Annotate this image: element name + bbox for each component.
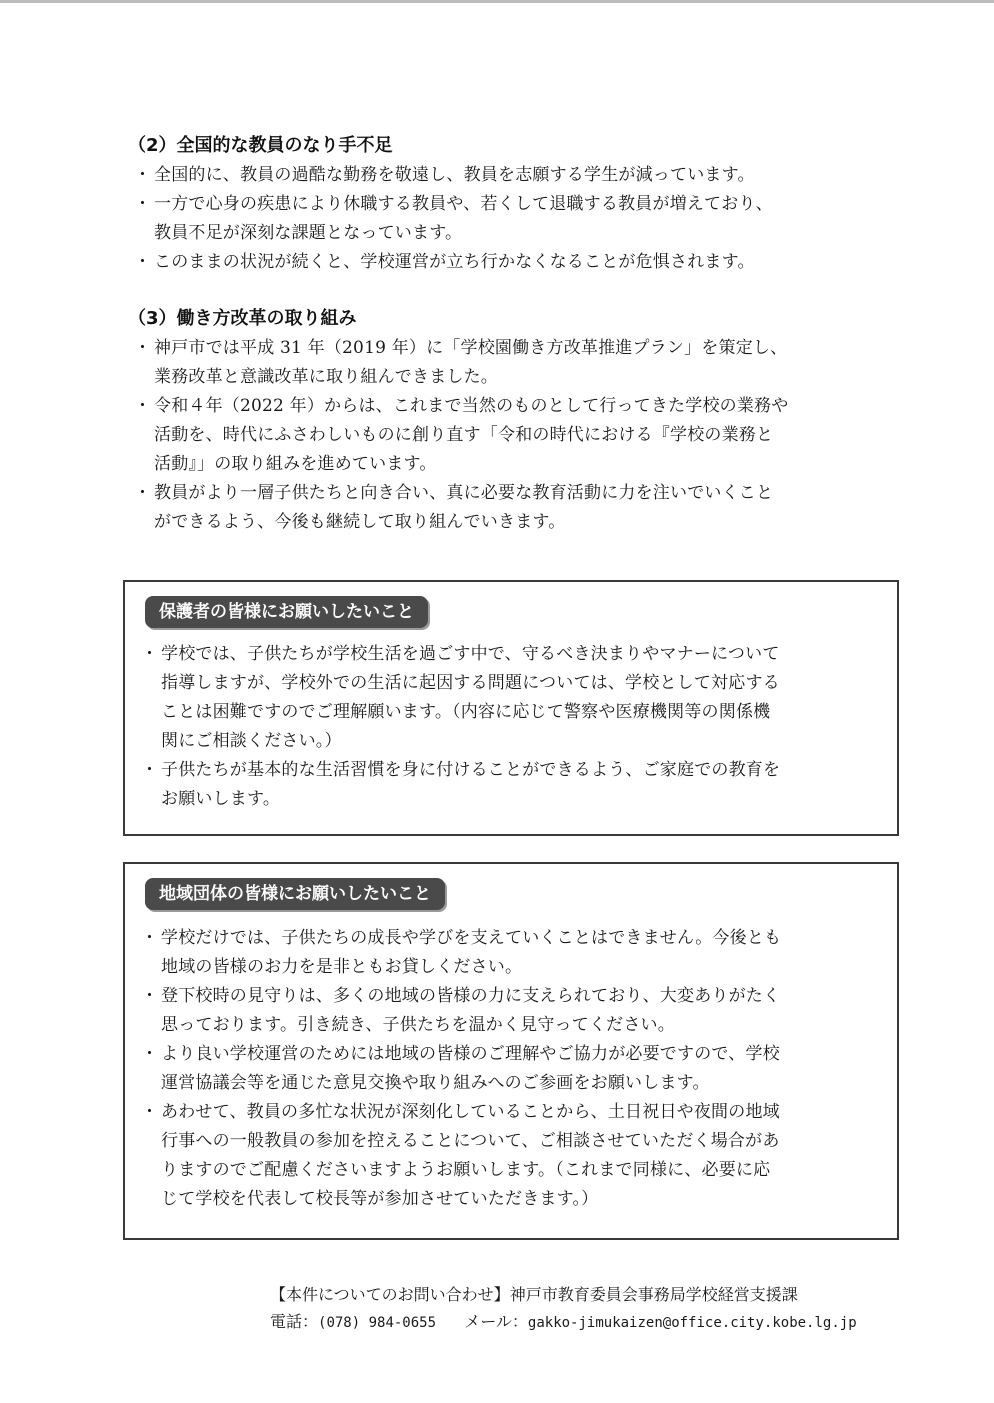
bullet-list xyxy=(135,640,883,814)
box-label: 保護者の皆様にお願いしたいこと xyxy=(145,596,428,628)
bullet-line: ・ より良い学校運営のためには地域の皆様のご理解やご協力が必要ですので、学校 xyxy=(161,1044,780,1064)
phone-label: 電話： xyxy=(270,1312,319,1331)
bullet-line: ・ 全国的に、教員の過酷な勤務を敬遠し、教員を志願する学生が減っています。 xyxy=(154,165,755,185)
bullet-line: 活動を、時代にふさわしいものに創り直す「令和の時代における『学校の業務と xyxy=(154,425,774,445)
bullet-line: 業務改革と意識改革に取り組んできました。 xyxy=(154,367,498,387)
bullet-line: 運営協議会等を通じた意見交換や取り組みへのご参画をお願いします。 xyxy=(161,1073,710,1093)
request-box-parents xyxy=(123,580,899,836)
bullet-list xyxy=(128,161,888,277)
contact-line-department xyxy=(270,1281,857,1308)
bullet-line: 地域の皆様のお力を是非ともお貸しください。 xyxy=(161,957,523,977)
bullet-line: 活動』」の取り組みを進めています。 xyxy=(154,454,437,474)
top-border-line xyxy=(0,0,994,3)
bullet-line: りますのでご配慮くださいますようお願いします。（これまで同様に、必要に応 xyxy=(161,1160,771,1180)
list-item xyxy=(135,982,883,1040)
section-work-style-reform xyxy=(128,304,888,537)
bullet-line: ・ 子供たちが基本的な生活習慣を身に付けることができるよう、ご家庭での教育を xyxy=(161,760,781,780)
bullet-line: ・ 学校では、子供たちが学校生活を過ごす中で、守るべき決まりやマナーについて xyxy=(161,644,780,664)
bullet-line: ・ このままの状況が続くと、学校運営が立ち行かなくなることが危惧されます。 xyxy=(154,252,755,272)
bullet-line: 指導しますが、学校外での生活に起因する問題については、学校として対応する xyxy=(161,673,780,693)
mail-label: メール： xyxy=(464,1312,528,1331)
section-heading: （3）働き方改革の取り組み xyxy=(128,308,357,329)
list-item xyxy=(128,479,888,537)
bullet-line: ・ 令和４年（2022 年）からは、これまで当然のものとして行ってきた学校の業務や xyxy=(154,396,789,416)
bullet-line: ・ 神戸市では平成 31 年（2019 年）に「学校園働き方改革推進プラン」を策定し、 xyxy=(154,338,788,358)
list-item xyxy=(135,924,883,982)
list-item xyxy=(135,640,883,756)
bullet-line: 行事への一般教員の参加を控えることについて、ご相談させていただく場合があ xyxy=(161,1131,780,1151)
section-teacher-shortage xyxy=(128,131,888,277)
bullet-list xyxy=(128,334,888,537)
bullet-line: 関にご相談ください。） xyxy=(161,731,342,751)
list-item xyxy=(135,1040,883,1098)
bullet-line: じて学校を代表して校長等が参加させていただきます。） xyxy=(161,1189,599,1209)
bullet-line: ことは困難ですのでご理解願います。（内容に応じて警察や医療機関等の関係機 xyxy=(161,702,771,722)
list-item xyxy=(135,1098,883,1214)
bullet-line: ・ 登下校時の見守りは、多くの地域の皆様の力に支えられており、大変ありがたく xyxy=(161,986,781,1006)
contact-line-phone-mail xyxy=(270,1308,857,1337)
bullet-list xyxy=(135,924,883,1214)
list-item xyxy=(128,190,888,248)
contact-info xyxy=(270,1281,857,1337)
list-item xyxy=(128,161,888,190)
list-item xyxy=(128,248,888,277)
bullet-line: 思っております。引き続き、子供たちを温かく見守ってください。 xyxy=(161,1015,675,1035)
department-name: 神戸市教育委員会事務局学校経営支援課 xyxy=(509,1285,798,1304)
bullet-line: ・ 一方で心身の疾患により休職する教員や、若くして退職する教員が増えており、 xyxy=(154,194,773,214)
bullet-line: ができるよう、今後も継続して取り組んでいきます。 xyxy=(154,512,566,532)
bullet-line: ・ 教員がより一層子供たちと向き合い、真に必要な教育活動に力を注いでいくこと xyxy=(154,483,774,503)
section-heading: （2）全国的な教員のなり手不足 xyxy=(128,135,393,156)
bullet-line: ・ あわせて、教員の多忙な状況が深刻化していることから、土日祝日や夜間の地域 xyxy=(161,1102,780,1122)
request-box-community xyxy=(123,862,899,1240)
list-item xyxy=(128,392,888,479)
contact-label: 【本件についてのお問い合わせ】 xyxy=(270,1285,510,1304)
bullet-line: お願いします。 xyxy=(161,789,281,809)
list-item xyxy=(128,334,888,392)
list-item xyxy=(135,756,883,814)
email-address[interactable]: gakko-jimukaizen@office.city.kobe.lg.jp xyxy=(527,1315,857,1331)
box-label: 地域団体の皆様にお願いしたいこと xyxy=(145,878,445,910)
bullet-line: 教員不足が深刻な課題となっています。 xyxy=(154,223,463,243)
bullet-line: ・ 学校だけでは、子供たちの成長や学びを支えていくことはできません。今後とも xyxy=(161,928,782,948)
phone-number: (078) 984-0655 xyxy=(318,1315,437,1331)
